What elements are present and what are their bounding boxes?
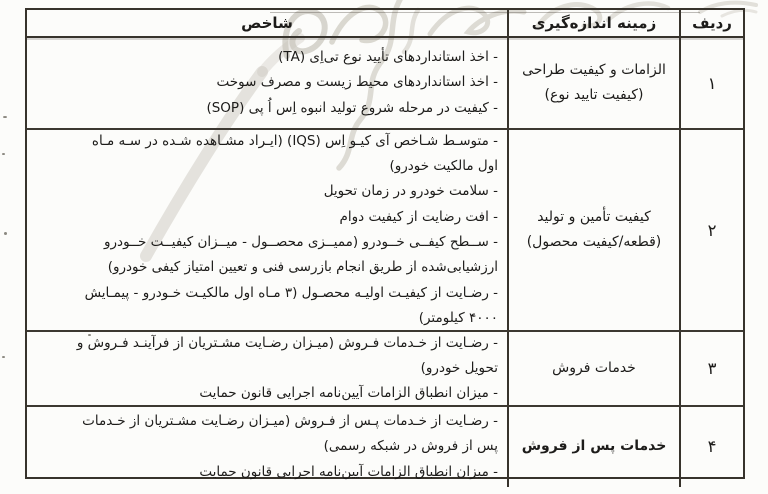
scan-speck (2, 356, 5, 358)
indicator-line: - رضـایت از کیفیـت اولیـه محصـول (۳ مـاه اول مالکیـت خـودرو - پیمـایش (84, 284, 498, 301)
measurement-area-line: (قطعه/کیفیت محصول) (526, 234, 662, 250)
indicator-cell (27, 332, 507, 405)
indicator-line: - متوسـط شـاخص آی کیـو اِس (IQS) (ایـراد مشـاهده شـده در سـه مـاه (91, 132, 498, 149)
indicator-line: ارزشیابی‌شده از طریق انجام بازرسی فنی و تعیین امتیاز کیفی خودرو) (107, 259, 498, 276)
measurement-area-line: خدمات پس از فروش (521, 438, 667, 455)
table-row (27, 407, 743, 487)
row-number: ۴ (679, 407, 743, 487)
col-header-indicator: شاخص (241, 14, 293, 32)
measurement-area-line: خدمات فروش (552, 360, 636, 376)
table-row (27, 38, 743, 130)
indicators-table (25, 8, 745, 479)
indicator-line: اول مالکیت خودرو) (389, 158, 498, 175)
row-number: ۲ (679, 130, 743, 330)
indicator-line: پس از فروش در شبکه رسمی) (323, 438, 498, 455)
indicator-line: - میزان انطباق الزامات آیین‌نامه اجرایی قانون حمایت (199, 463, 498, 480)
indicator-cell (27, 38, 507, 128)
indicator-line: - رضـایت از خـدمات فـروش (میـزان رضـایت مشـتریان از فرآینـد فـروش و (76, 334, 498, 351)
measurement-area-cell (507, 130, 679, 330)
measurement-area-line: الزامات و کیفیت طراحی (522, 62, 666, 78)
scan-speck (3, 116, 7, 118)
indicator-line: تحویل خودرو) (420, 359, 498, 376)
indicator-line: - ســطح کیفــی خــودرو (ممیــزی محصــول - میــزان کیفیــت خــودرو (104, 234, 498, 250)
measurement-area-line: کیفیت تأمین و تولید (537, 209, 651, 225)
row-number: ۱ (679, 38, 743, 128)
table-body (27, 38, 743, 487)
scan-speck (4, 232, 7, 235)
table-row (27, 130, 743, 332)
scan-speck (2, 153, 5, 155)
indicator-line: - افت رضایت از کیفیت دوام (339, 208, 498, 225)
table-row (27, 332, 743, 407)
indicator-line: - اخذ استانداردهای تأیید نوع تی‌اِی (TA) (278, 49, 498, 66)
col-header-row-number: ردیف (679, 10, 743, 36)
col-header-measurement-area: زمینه اندازه‌گیری (507, 10, 679, 36)
indicator-line: - رضـایت از خـدمات پـس از فـروش (میـزان رضـایت مشـتریان از خـدمات (82, 413, 498, 429)
measurement-area-line: (کیفیت تایید نوع) (544, 87, 644, 103)
indicator-line: - سلامت خودرو در زمان تحویل (323, 183, 498, 200)
indicator-cell (27, 407, 507, 487)
indicator-line: - میزان انطباق الزامات آیین‌نامه اجرایی قانون حمایت (199, 385, 498, 402)
table-header-row (27, 10, 743, 38)
measurement-area-cell (507, 407, 679, 487)
indicator-line: ۴۰۰۰ کیلومتر) (418, 309, 498, 326)
measurement-area-cell (507, 38, 679, 128)
indicator-cell (27, 130, 507, 330)
indicator-line: - کیفیت در مرحله شروع تولید انبوه اِس اُ پی (SOP) (206, 99, 498, 116)
indicator-line: - اخذ استانداردهای محیط زیست و مصرف سوخت (216, 74, 498, 91)
measurement-area-cell (507, 332, 679, 405)
row-number: ۳ (679, 332, 743, 405)
